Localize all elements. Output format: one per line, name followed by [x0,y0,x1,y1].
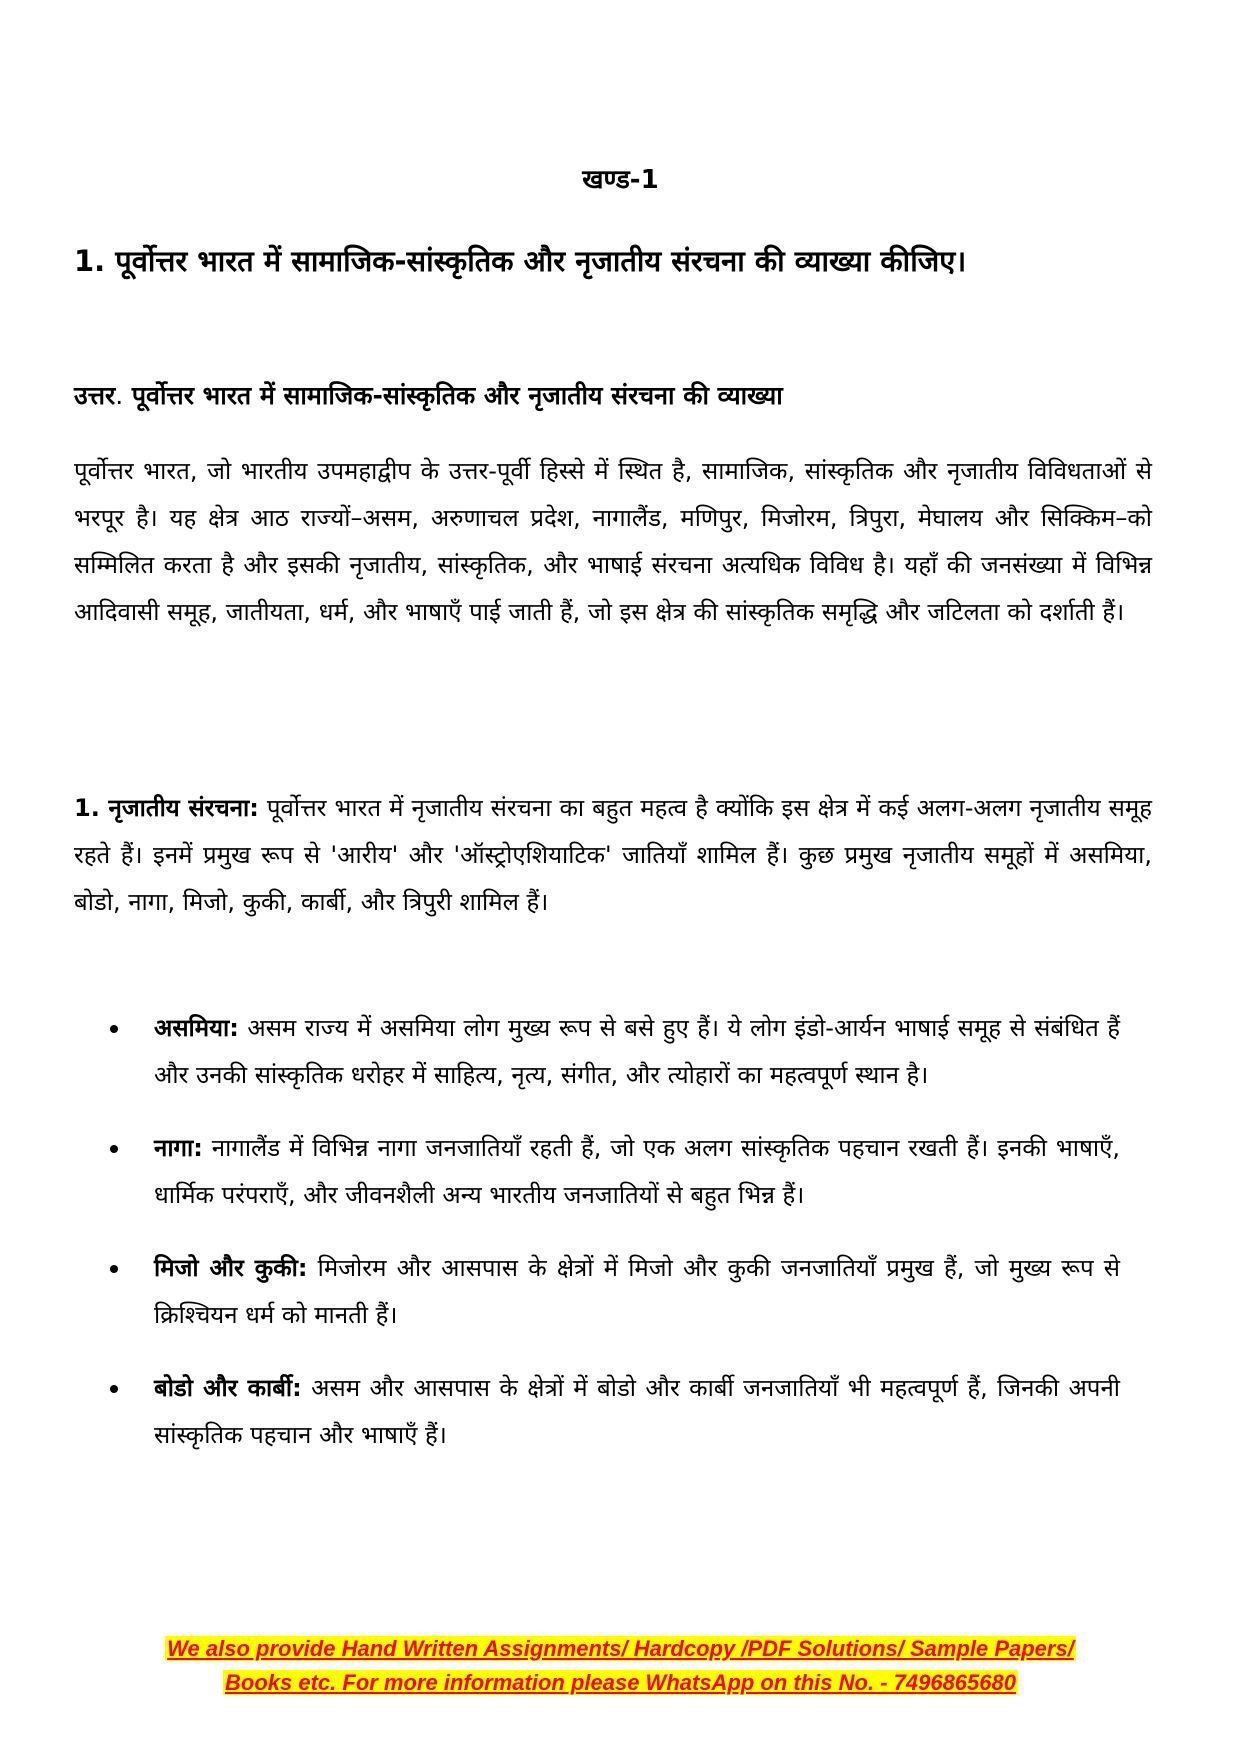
promo-line-1: We also provide Hand Written Assignments/ Hardcopy /PDF Solutions/ Sample Papers/ [167,1636,1074,1661]
intro-paragraph: पूर्वोत्तर भारत, जो भारतीय उपमहाद्वीप के उत्तर-पूर्वी हिस्से में स्थित है, सामाजिक, सांस्कृतिक और नृजातीय विविधताओं से भरपूर है। यह क्षेत्र आठ राज्यों–असम, अरुणाचल प्रदेश, नागालैंड, मणिपुर, मिजोरम, त्रिपुरा, मेघालय और सिक्किम–को सम्मिलित करता है और इसकी नृजातीय, सांस्कृतिक, और भाषाई संरचना अत्यधिक विविध है। यहाँ की जनसंख्या में विभिन्न आदिवासी समूह, जातीयता, धर्म, और भाषाएँ पाई जाती हैं, जो इस क्षेत्र की सांस्कृतिक समृद्धि और जटिलता को दर्शाती हैं। [74,457,1152,626]
answer-separator: . [115,381,124,410]
list-item [110,1125,1120,1219]
point-1-paragraph [74,785,1152,926]
answer-heading [74,374,1144,418]
list-item-term: मिजो और कुकी: [154,1254,308,1282]
ethnic-groups-list [110,1005,1120,1485]
bullet-icon [110,1385,118,1393]
list-item-term: असमिया: [154,1014,239,1042]
list-item-text: असम और आसपास के क्षेत्रों में बोडो और कार्बी जनजातियाँ भी महत्वपूर्ण हैं, जिनकी अपनी सांस्कृतिक पहचान और भाषाएँ हैं। [154,1374,1120,1449]
list-item [110,1365,1120,1459]
list-item-term: बोडो और कार्बी: [154,1374,302,1402]
answer-label: उत्तर [74,381,116,410]
answer-heading-text: पूर्वोत्तर भारत में सामाजिक-सांस्कृतिक और नृजातीय संरचना की व्याख्या [123,381,783,410]
section-heading: खण्ड-1 [582,165,659,195]
bullet-icon [110,1265,118,1273]
list-item-text: नागालैंड में विभिन्न नागा जनजातियाँ रहती हैं, जो एक अलग सांस्कृतिक पहचान रखती हैं। इनकी भाषाएँ, धार्मिक परंपराएँ, और जीवनशैली अन्य भारतीय जनजातियों से बहुत भिन्न हैं। [154,1134,1120,1209]
list-item [110,1245,1120,1339]
promo-footer [0,1632,1241,1700]
list-item-term: नागा: [154,1134,203,1162]
point-1-label: 1. नृजातीय संरचना: [74,794,259,822]
bullet-icon [110,1025,118,1033]
question-heading: 1. पूर्वोत्तर भारत में सामाजिक-सांस्कृतिक और नृजातीय संरचना की व्याख्या कीजिए। [74,244,967,278]
list-item [110,1005,1120,1099]
point-1-text: पूर्वोत्तर भारत में नृजातीय संरचना का बहुत महत्व है क्योंकि इस क्षेत्र में कई अलग-अलग नृजातीय समूह रहते हैं। इनमें प्रमुख रूप से 'आरीय' और 'ऑस्ट्रोएशियाटिक' जातियाँ शामिल हैं। कुछ प्रमुख नृजातीय समूहों में असमिया, बोडो, नागा, मिजो, कुकी, कार्बी, और त्रिपुरी शामिल हैं। [74,794,1152,916]
list-item-text: मिजोरम और आसपास के क्षेत्रों में मिजो और कुकी जनजातियाँ प्रमुख हैं, जो मुख्य रूप से क्रिश्चियन धर्म को मानती हैं। [154,1254,1121,1329]
list-item-text: असम राज्य में असमिया लोग मुख्य रूप से बसे हुए हैं। ये लोग इंडो-आर्यन भाषाई समूह से संबंधित हैं और उनकी सांस्कृतिक धरोहर में साहित्य, नृत्य, संगीत, और त्योहारों का महत्वपूर्ण स्थान है। [154,1014,1120,1089]
bullet-icon [110,1145,118,1153]
promo-line-2: Books etc. For more information please WhatsApp on this No. - 7496865680 [225,1670,1016,1695]
